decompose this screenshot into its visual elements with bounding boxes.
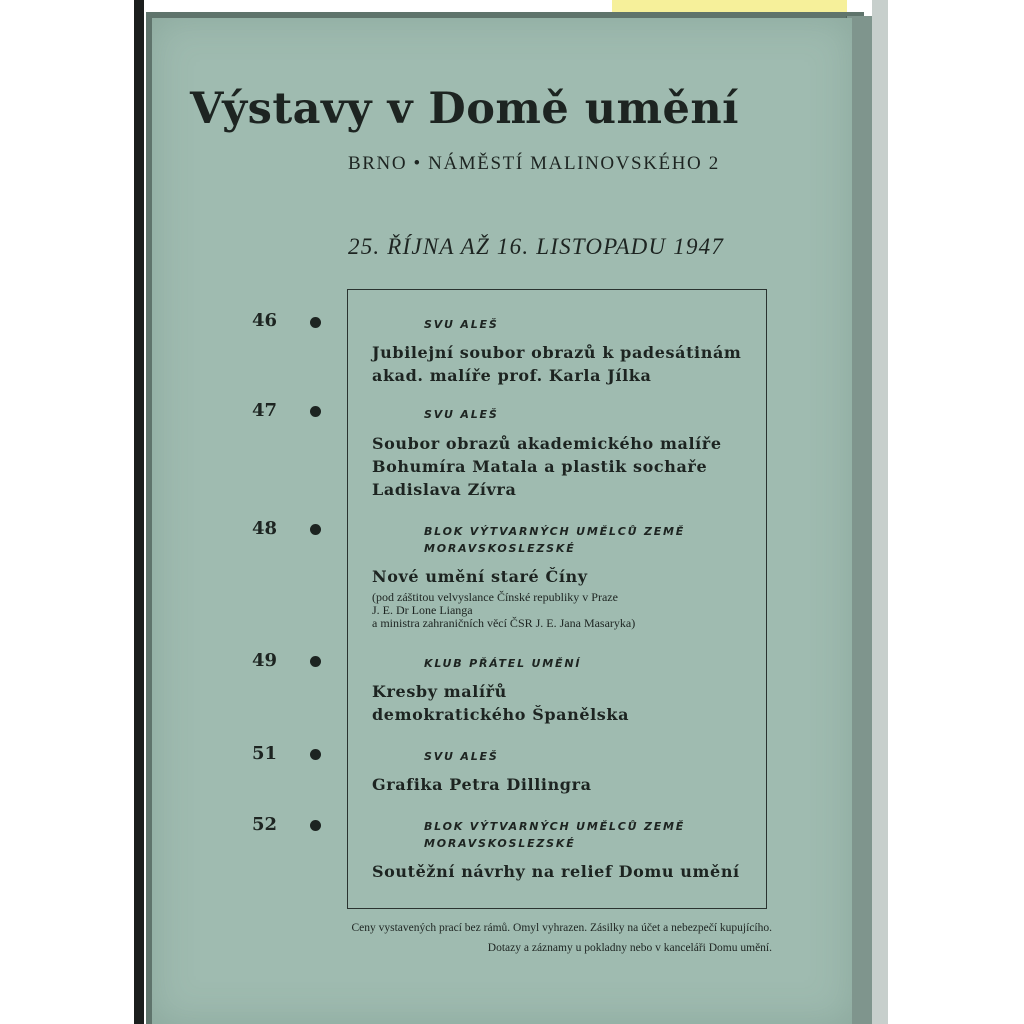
- scan-left-edge: [134, 0, 144, 1024]
- organizer-label: MORAVSKOSLEZSKÉ: [424, 542, 576, 555]
- patronage-note: a ministra zahraničních věcí ČSR J. E. Jana Masaryka): [372, 616, 636, 630]
- patronage-note: (pod záštitou velvyslance Čínské republiky v Praze: [372, 590, 618, 604]
- organizer-label: KLUB PŘÁTEL UMĚNÍ: [424, 657, 582, 670]
- footer-line: Ceny vystavených prací bez rámů. Omyl vyhrazen. Zásilky na účet a nebezpečí kupujícího.: [351, 922, 772, 934]
- organizer-label: BLOK VÝTVARNÝCH UMĚLCŮ ZEMĚ: [424, 820, 686, 833]
- exhibition-description: Grafika Petra Dillingra: [372, 775, 592, 794]
- exhibition-description: demokratického Španělska: [372, 705, 630, 724]
- exhibition-description: Bohumíra Matala a plastik sochaře: [372, 457, 708, 476]
- date-range: 25. ŘÍJNA AŽ 16. LISTOPADU 1947: [348, 234, 725, 259]
- booklet-cover: [152, 18, 852, 1024]
- exhibition-description: Kresby malířů: [372, 682, 507, 701]
- exhibition-number: 47: [252, 400, 278, 421]
- organizer-label: SVU ALEŠ: [424, 750, 499, 763]
- footer-notice: [188, 918, 772, 958]
- exhibition-description: Jubilejní soubor obrazů k padesátinám: [372, 343, 742, 362]
- organizer-label: SVU ALEŠ: [424, 318, 499, 331]
- exhibition-description: akad. malíře prof. Karla Jílka: [372, 366, 652, 385]
- exhibition-number: 52: [252, 814, 278, 835]
- page-title: Výstavy v Domě umění: [190, 84, 739, 134]
- exhibition-number: 51: [252, 743, 278, 764]
- scan-right-strip: [872, 0, 888, 1024]
- bullet-dot-icon: [310, 656, 321, 667]
- exhibition-description: Soubor obrazů akademického malíře: [372, 434, 722, 453]
- organizer-label: SVU ALEŠ: [424, 408, 499, 421]
- bullet-dot-icon: [310, 406, 321, 417]
- exhibition-description: Ladislava Zívra: [372, 480, 517, 499]
- address-line: BRNO • NÁMĚSTÍ MALINOVSKÉHO 2: [348, 153, 720, 174]
- organizer-label: BLOK VÝTVARNÝCH UMĚLCŮ ZEMĚ: [424, 525, 686, 538]
- bullet-dot-icon: [310, 749, 321, 760]
- exhibition-number: 48: [252, 518, 278, 539]
- background-right: [888, 0, 1024, 1024]
- exhibition-description: Soutěžní návrhy na relief Domu umění: [372, 862, 740, 881]
- exhibition-number: 49: [252, 650, 278, 671]
- patronage-note: J. E. Dr Lone Lianga: [372, 603, 473, 617]
- exhibition-number: 46: [252, 310, 278, 331]
- bullet-dot-icon: [310, 524, 321, 535]
- organizer-label: MORAVSKOSLEZSKÉ: [424, 837, 576, 850]
- exhibition-description: Nové umění staré Číny: [372, 567, 588, 586]
- bullet-dot-icon: [310, 317, 321, 328]
- bullet-dot-icon: [310, 820, 321, 831]
- background-left: [0, 0, 134, 1024]
- footer-line: Dotazy a záznamy u pokladny nebo v kanceláři Domu umění.: [487, 942, 772, 954]
